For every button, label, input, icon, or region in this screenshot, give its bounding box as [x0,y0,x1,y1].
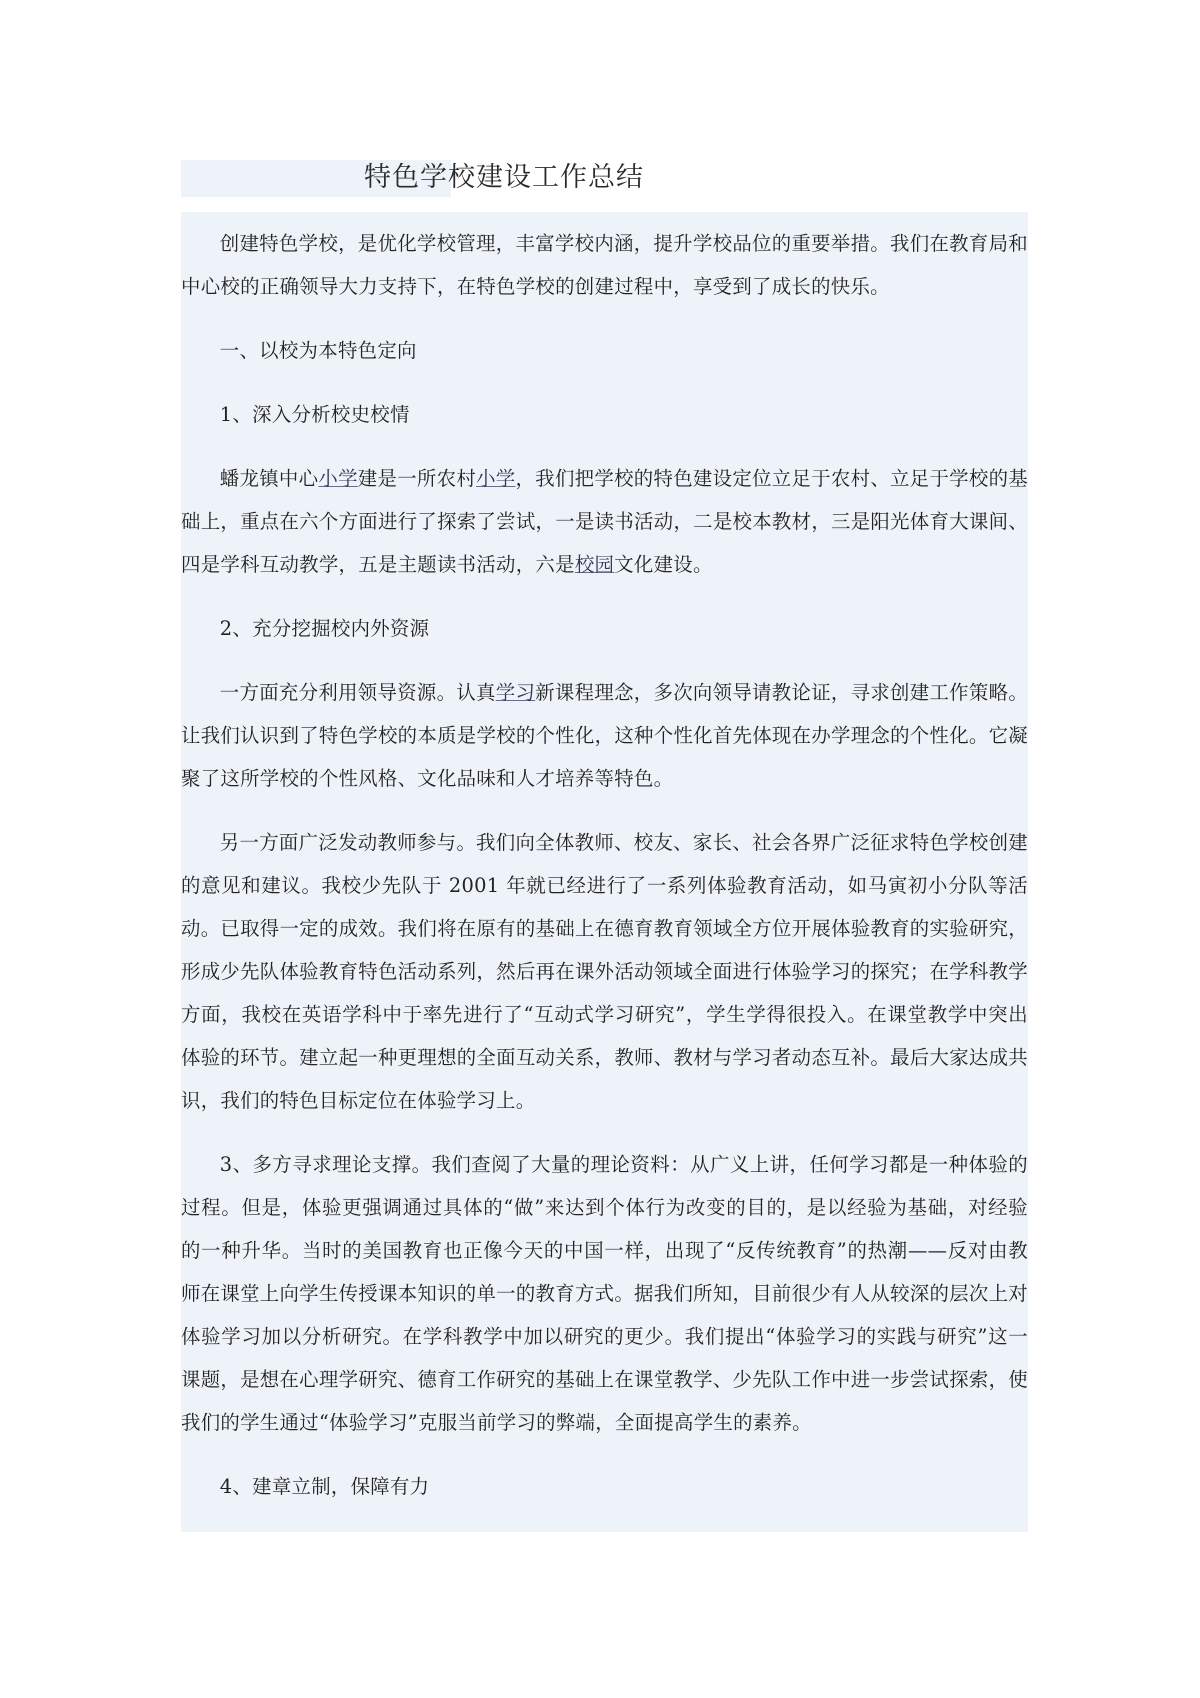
link-campus[interactable]: 校园 [574,553,615,576]
intro-paragraph: 创建特色学校，是优化学校管理，丰富学校内涵，提升学校品位的重要举措。我们在教育局和中心校的正确领导大力支持下，在特色学校的创建过程中，享受到了成长的快乐。 [181,232,1028,298]
text-run: 文化建设。 [614,553,713,576]
text-run: 一方面充分利用领导资源。认真 [219,681,496,704]
link-primary-school[interactable]: 小学 [318,467,358,490]
text-run: 新课程理念，多次向领导请教论证，寻求创建工作策略。让我们认识到了特色学校的本质是学校的个性化，这种个性化首先体现在办学理念的个性化。它凝聚了这所学校的个性风格、文化品味和人才培养等特色。 [181,681,1029,790]
school-analysis-paragraph [181,457,1028,586]
text-run: 蟠龙镇中心 [219,467,319,490]
document-body [181,212,1028,1532]
resources-paragraph [181,671,1028,800]
subsection-heading-1: 1、深入分析校史校情 [219,403,410,426]
section-heading-1: 一、以校为本特色定向 [219,339,417,362]
teacher-participation-paragraph: 另一方面广泛发动教师参与。我们向全体教师、校友、家长、社会各界广泛征求特色学校创建的意见和建议。我校少先队于 2001 年就已经进行了一系列体验教育活动，如马寅初小分队等活动。已取得一定的成效。我们将在原有的基础上在德育教育领域全方位开展体验教育的实验研究，形成少先队体验教育特色活动系列，然后再在课外活动领域全面进行体验学习的探究；在学科教学方面，我校在英语学科中于率先进行了“互动式学习研究”，学生学得很投入。在课堂教学中突出体验的环节。建立起一种更理想的全面互动关系，教师、教材与学习者动态互补。最后大家达成共识，我们的特色目标定位在体验学习上。 [181,831,1028,1112]
document-title: 特色学校建设工作总结 [364,162,644,193]
subsection-heading-4: 4、建章立制，保障有力 [219,1475,430,1498]
subsection-heading-2: 2、充分挖掘校内外资源 [219,617,430,640]
theory-support-paragraph: 3、多方寻求理论支撑。我们查阅了大量的理论资料：从广义上讲，任何学习都是一种体验的过程。但是，体验更强调通过具体的“做”来达到个体行为改变的目的，是以经验为基础，对经验的一种升华。当时的美国教育也正像今天的中国一样，出现了“反传统教育”的热潮——反对由教师在课堂上向学生传授课本知识的单一的教育方式。据我们所知，目前很少有人从较深的层次上对体验学习加以分析研究。在学科教学中加以研究的更少。我们提出“体验学习的实践与研究”这一课题，是想在心理学研究、德育工作研究的基础上在课堂教学、少先队工作中进一步尝试探索，使我们的学生通过“体验学习”克服当前学习的弊端，全面提高学生的素养。 [181,1153,1028,1434]
link-primary-school[interactable]: 小学 [476,467,516,490]
link-study[interactable]: 学习 [495,681,536,704]
text-run: 建是一所农村 [357,467,477,490]
text-run: ，我们把学校的特色建设定位立足于农村、立足于学校的基础上，重点在六个方面进行了探索了尝试，一是读书活动，二是校本教材，三是阳光体育大课间、四是学科互动教学，五是主题读书活动，六是 [181,467,1028,576]
